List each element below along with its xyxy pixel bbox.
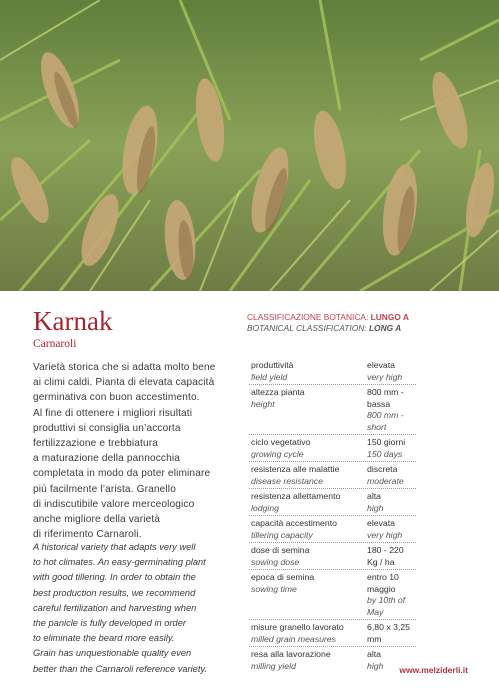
description-en-line: A historical variety that adapts very well <box>33 542 196 552</box>
description-en-line: best production results, we recommend <box>33 587 196 598</box>
spec-label-en: tillering capacity <box>251 529 313 540</box>
spec-label-en: disease resistance <box>251 475 323 486</box>
description-it-line: fertilizzazione e trebbiatura <box>33 438 158 450</box>
spec-value-en: very high <box>367 371 403 382</box>
spec-value-en: moderate <box>367 475 404 486</box>
spec-label-it: resistenza alle malattie <box>251 464 340 474</box>
rice-plants-illustration <box>0 0 499 291</box>
description-it-line: a maturazione della pannocchia <box>33 453 181 465</box>
product-title: Karnak <box>33 306 113 336</box>
spec-value-it: alta <box>367 491 382 501</box>
spec-label-it: ciclo vegetativo <box>251 437 311 447</box>
spec-value-en: high <box>367 660 384 671</box>
spec-row <box>249 462 416 489</box>
spec-value-en: by 10th of May <box>367 595 406 617</box>
description-en-line: the panicle is fully developed in order <box>33 618 186 629</box>
classification-it-label: CLASSIFICAZIONE BOTANICA: <box>247 312 369 322</box>
spec-label-en: milled grain measures <box>251 633 336 644</box>
description-it-line: Al fine di ottenere i migliori risultati <box>33 407 193 419</box>
spec-value-it: discreta <box>367 464 398 474</box>
spec-label-en: sowing dose <box>251 556 300 567</box>
spec-row <box>249 489 416 516</box>
classification-en-label: BOTANICAL CLASSIFICATION: <box>247 323 367 333</box>
botanical-classification <box>247 311 409 335</box>
spec-row <box>249 647 416 673</box>
spec-value-it: 6,80 x 3,25 mm <box>367 622 410 644</box>
spec-value-it: 800 mm - bassa <box>367 387 404 409</box>
description-en-line: careful fertilization and harvesting when <box>33 602 197 613</box>
spec-value-it: alta <box>367 649 382 659</box>
description-it-line: Varietà storica che si adatta molto bene <box>33 362 216 373</box>
spec-label-it: resa alla lavorazione <box>251 649 331 659</box>
description-italian <box>33 360 245 542</box>
spec-label-it: epoca di semina <box>251 572 315 582</box>
website-link[interactable]: www.melziderli.it <box>399 665 468 675</box>
spec-label-it: misure granello lavorato <box>251 622 344 632</box>
description-it-line: produttivi si consiglia un’accorta <box>33 422 181 434</box>
spec-value-it: 180 - 220 Kg / ha <box>367 545 404 567</box>
spec-label-en: sowing time <box>251 583 297 594</box>
classification-it-value: LUNGO A <box>370 312 409 322</box>
spec-row <box>249 516 416 543</box>
spec-row <box>249 543 416 570</box>
classification-en <box>247 323 409 335</box>
classification-en-value: LONG A <box>368 323 402 333</box>
spec-value-en: 150 days <box>367 448 403 459</box>
spec-label-it: dose di semina <box>251 545 310 555</box>
spec-label-it: produttività <box>251 360 294 370</box>
description-en-line: Grain has unquestionable quality even <box>33 648 192 659</box>
spec-value-it: elevata <box>367 360 396 370</box>
classification-it <box>247 311 409 323</box>
description-it-line: di indiscutibile valore merceologico <box>33 498 195 510</box>
spec-label-en: field yield <box>251 371 288 382</box>
spec-row <box>249 570 416 620</box>
spec-value-en: high <box>367 502 384 513</box>
spec-value-it: 150 giorni <box>367 437 406 447</box>
spec-row <box>249 385 416 435</box>
spec-label-it: capacità accestimento <box>251 518 337 528</box>
rice-field-photo <box>0 0 499 291</box>
spec-value-en: 800 mm - short <box>367 410 404 432</box>
spec-label-en: height <box>251 398 275 409</box>
description-it-line: ai climi caldi. Pianta di elevata capacità <box>33 377 215 389</box>
description-en-line: better than the Carnaroli reference variety. <box>33 663 207 674</box>
spec-label-en: milling yield <box>251 660 296 671</box>
product-variety: Carnaroli <box>33 338 77 350</box>
description-en-line: to eliminate the beard more easily. <box>33 633 175 644</box>
spec-label-en: lodging <box>251 502 280 513</box>
description-en-line: with good tillering. In order to obtain the <box>33 572 196 583</box>
description-en-line: to hot climates. An easy-germinating plant <box>33 557 206 568</box>
spec-label-it: altezza pianta <box>251 387 305 397</box>
spec-value-it: elevata <box>367 518 396 528</box>
spec-row <box>249 358 416 385</box>
description-it-line: completata in modo da poter eliminare <box>33 468 211 480</box>
spec-row <box>249 620 416 647</box>
specifications-table <box>249 358 416 673</box>
spec-value-en: very high <box>367 529 403 540</box>
description-it-line: anche migliore della varietà <box>33 514 161 526</box>
description-it-line: di riferimento Carnaroli. <box>33 529 142 541</box>
description-it-line: germinativa con buon accestimento. <box>33 392 200 404</box>
spec-label-it: resistenza allettamento <box>251 491 341 501</box>
spec-value-it: entro 10 maggio <box>367 572 399 594</box>
spec-label-en: growing cycle <box>251 448 304 459</box>
description-english <box>33 540 238 677</box>
spec-row <box>249 435 416 462</box>
description-it-line: più facilmente l’arista. Granello <box>33 483 176 495</box>
